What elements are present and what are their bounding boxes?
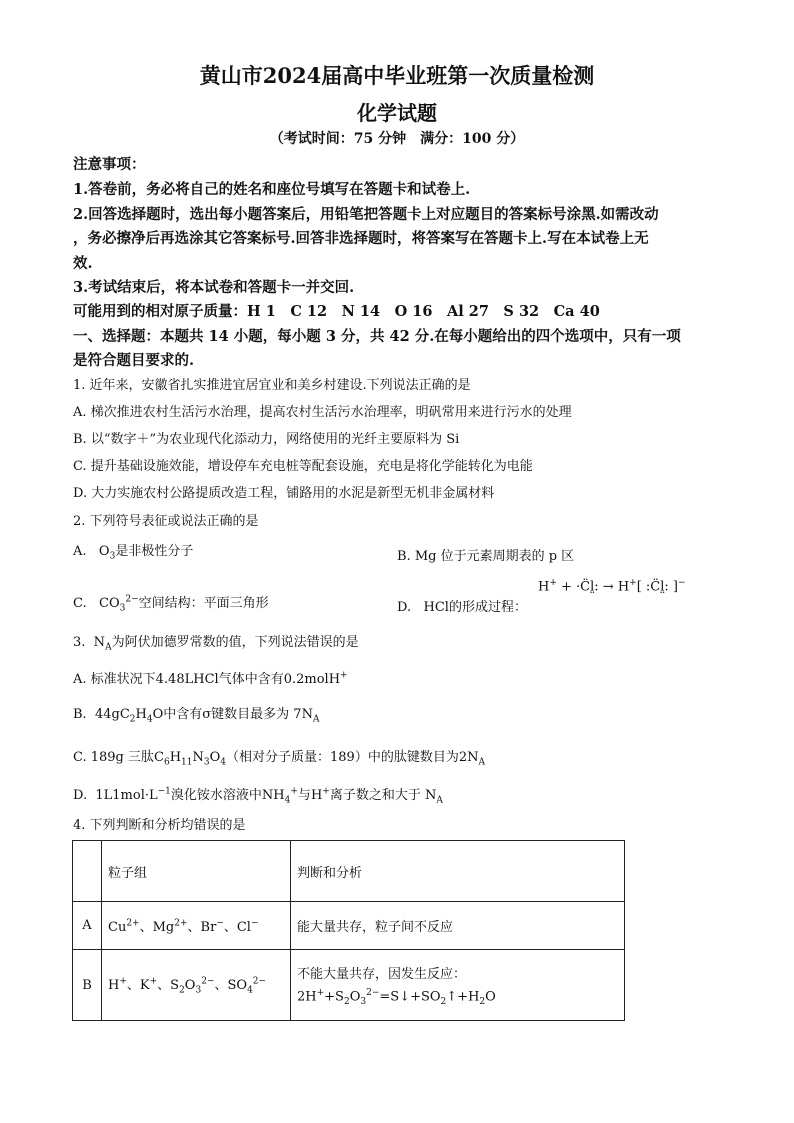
formula-h-ion: H+ bbox=[310, 786, 330, 803]
row-b-equation: $2H^++S_2O_3^{2-}=S↓+SO_2↑+H_2O$ bbox=[297, 988, 496, 1007]
table-header-analysis: 判断和分析 bbox=[291, 841, 625, 902]
note-1: 1.答卷前，务必将自己的姓名和座位号填写在答题卡和试卷上. bbox=[73, 181, 471, 198]
formula-co3: $CO_3^{2-}$ bbox=[90, 594, 139, 614]
formula-7na: $7N_A$ bbox=[289, 707, 320, 725]
exam-info: （考试时间：75 分钟 满分：100 分） bbox=[269, 131, 525, 147]
note-2-line-1: 2.回答选择题时，选出每小题答案后，用铅笔把答题卡上对应题目的答案标号涂黑.如需改动 bbox=[73, 206, 659, 223]
formula-na-d: $N_A$ bbox=[420, 788, 443, 806]
formula-c2h4o: $44gC_2H_4O$ bbox=[90, 707, 164, 725]
row-b-particles: H+、K+、$S_2O_3^{2-}$、$SO_4^{2-}$ bbox=[102, 950, 291, 1021]
formula-2na: $2N_A$ bbox=[458, 750, 485, 768]
q2-stem: 2. 下列符号表征或说法正确的是 bbox=[73, 514, 259, 529]
formula-tripeptide: $C_6H_{11}N_3O_4$ bbox=[154, 750, 227, 768]
q1-option-c: C. 提升基础设施效能，增设停车充电桩等配套设施，充电是将化学能转化为电能 bbox=[73, 459, 533, 474]
hcl-lewis-formation: H+ + ·C̈l̤: → H+[ :C̈l̤: ]− bbox=[538, 578, 686, 595]
subject-title: 化学试题 bbox=[357, 101, 437, 125]
note-3: 3.考试结束后，将本试卷和答题卡一并交回. bbox=[73, 279, 355, 296]
q2-option-b: B. Mg 位于元素周期表的 p 区 bbox=[397, 549, 575, 564]
q1-stem: 1. 近年来，安徽省扎实推进宜居宜业和美乡村建设.下列说法正确的是 bbox=[73, 378, 471, 393]
formula-na: $N_A$ bbox=[89, 635, 112, 653]
q3-option-d: D. $1L1mol\cdot L^{-1}$溴化铵水溶液中$NH_4^+$与H+离子数之和大于 $N_A$ bbox=[73, 786, 443, 806]
formula-hcl: HCl bbox=[415, 600, 449, 615]
row-a-label: A bbox=[73, 902, 102, 950]
formula-h-plus: 0.2molH+ bbox=[283, 670, 348, 687]
q3-option-c: C. 189g 三肽$C_6H_{11}N_3O_4$（相对分子质量：189）中的肽键数目为$2N_A$ bbox=[73, 750, 485, 768]
q2-option-a: A. $O_3$是非极性分子 bbox=[73, 544, 194, 562]
row-a-analysis: 能大量共存，粒子间不反应 bbox=[291, 902, 625, 950]
q1-option-b: B. 以“数字＋”为农业现代化添动力，网络使用的光纤主要原料为 Si bbox=[73, 432, 460, 447]
formula-hcl-volume: 4.48LHCl bbox=[155, 672, 219, 687]
q2-option-d: D. HCl的形成过程： bbox=[397, 600, 527, 615]
table-header-row bbox=[73, 841, 625, 902]
row-b-analysis: 不能大量共存，因发生反应： $2H^++S_2O_3^{2-}=S↓+SO_2↑+H_2O$ bbox=[291, 950, 625, 1021]
row-b-label: B bbox=[73, 950, 102, 1021]
q3-stem: 3. $N_A$为阿伏加德罗常数的值，下列说法错误的是 bbox=[73, 635, 359, 653]
note-2-line-3: 效. bbox=[73, 255, 93, 272]
q1-option-a: A. 梯次推进农村生活污水治理，提高农村生活污水治理率，明矾常用来进行污水的处理 bbox=[73, 405, 572, 420]
notes-heading: 注意事项： bbox=[73, 156, 146, 173]
table-header-particles: 粒子组 bbox=[102, 841, 291, 902]
section-1-line-2: 是符合题目要求的. bbox=[73, 352, 195, 369]
q4-table bbox=[72, 840, 625, 1021]
atomic-masses: 可能用到的相对原子质量：H 1 C 12 N 14 O 16 Al 27 S 32 Ca 40 bbox=[73, 303, 600, 320]
table-row bbox=[73, 902, 625, 950]
formula-nh4: $NH_4^+$ bbox=[261, 786, 298, 806]
q3-option-a: A. 标准状况下4.48LHCl气体中含有0.2molH+ bbox=[73, 670, 348, 687]
q1-option-d: D. 大力实施农村公路提质改造工程，铺路用的水泥是新型无机非金属材料 bbox=[73, 486, 495, 501]
q2-option-c: C. $CO_3^{2-}$空间结构：平面三角形 bbox=[73, 594, 269, 614]
q3-option-b: B. $44gC_2H_4O$中含有σ键数目最多为 $7N_A$ bbox=[73, 707, 320, 725]
formula-o3: $O_3$ bbox=[90, 544, 116, 562]
section-1-line-1: 一、选择题：本题共 14 小题，每小题 3 分，共 42 分.在每小题给出的四个选项中，只有一项 bbox=[73, 328, 681, 345]
formula-concentration: $1L1mol\cdot L^{-1}$ bbox=[91, 786, 171, 803]
row-a-particles: $Cu^{2+}$、$Mg^{2+}$、Br−、Cl− bbox=[102, 902, 291, 950]
note-2-line-2: ，务必擦净后再选涂其它答案标号.回答非选择题时，将答案写在答题卡上.写在本试卷上无 bbox=[73, 230, 649, 247]
table-cell-empty bbox=[73, 841, 102, 902]
exam-title: 黄山市2024届高中毕业班第一次质量检测 bbox=[199, 63, 595, 88]
q4-stem: 4. 下列判断和分析均错误的是 bbox=[73, 818, 246, 833]
table-row bbox=[73, 950, 625, 1021]
sigma-symbol: σ bbox=[202, 707, 212, 722]
